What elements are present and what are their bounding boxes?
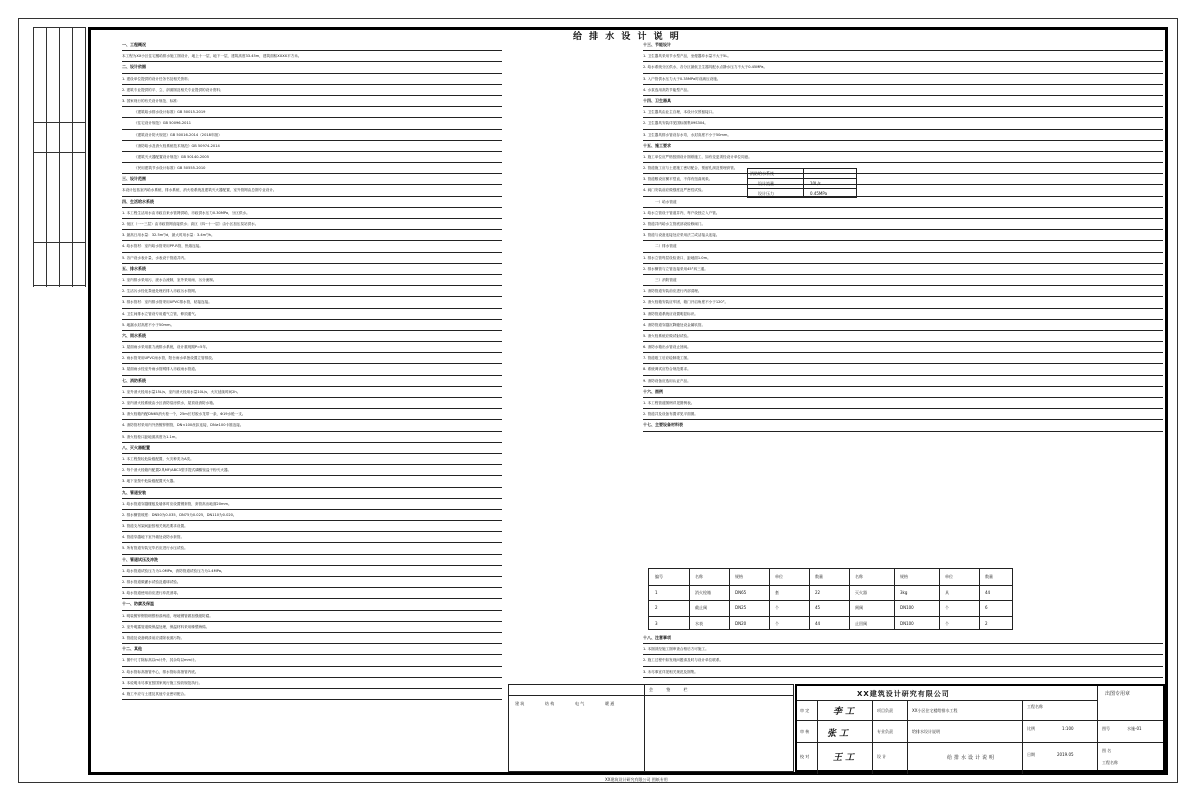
note-line: 《消防给水及消火栓系统技术规范》GB 50974-2014 <box>122 141 502 152</box>
grid-line <box>748 188 856 189</box>
table-cell: 设计压力 <box>758 191 774 196</box>
grid-line <box>817 700 818 774</box>
note-line: 4. 给水管材：室内给水管采用PP-R管，热熔连接。 <box>122 241 502 252</box>
table-cell: 2 <box>655 605 658 610</box>
note-line: 十三、节能设计 <box>643 40 1163 51</box>
note-line: 2. 给水管标高指管中心，排水管标高指管内底。 <box>122 667 502 678</box>
grid-line <box>729 569 730 629</box>
company-name: XX建筑设计研究有限公司 <box>857 690 950 698</box>
note-line: 2. 生活污水经化粪池处理后排入市政污水管网。 <box>122 286 502 297</box>
note-line: 5. 地漏水封高度不小于50mm。 <box>122 320 502 331</box>
note-line: 2. 排水横管与立管连接采用45°斜三通。 <box>643 264 1163 275</box>
project-name: XX小区住宅楼给排水工程 <box>912 708 958 713</box>
role-label: 设 计 <box>877 754 887 759</box>
table-cell: DN100 <box>900 620 914 626</box>
note-line: 《建筑灭火器配置设计规范》GB 50140-2005 <box>122 152 502 163</box>
page-title: 给 排 水 设 计 说 明 <box>573 32 681 42</box>
strip-line <box>59 27 60 287</box>
note-line: 七、消防系统 <box>122 376 502 387</box>
note-line: 《建筑设计防火规范》GB 50016-2014（2018年版） <box>122 130 502 141</box>
right-notes-column <box>643 40 1163 432</box>
note-line: 5. 消火栓栓口距地面高度为1.1m。 <box>122 432 502 443</box>
project-label: 工程名称 <box>1027 704 1043 709</box>
note-line: 2. 排水管道做灌水试验及通球试验。 <box>122 577 502 588</box>
role-label: 审 核 <box>800 729 810 734</box>
note-line: 4. 阀门安装前应做强度及严密性试验。 <box>643 185 1163 196</box>
grid-line <box>769 569 770 629</box>
table-cell: 闸阀 <box>855 605 863 610</box>
role-label: 校 对 <box>800 754 810 759</box>
strip-line <box>33 285 85 286</box>
note-line: 4. 施工中应与土建及其他专业密切配合。 <box>122 689 502 700</box>
note-line: 1. 本图须经施工图审查合格后方可施工。 <box>643 644 1163 655</box>
note-line: 3. 本说明未尽事宜按国家现行施工验收规范执行。 <box>122 678 502 689</box>
countersign-box <box>508 684 794 772</box>
table-cell: 具 <box>945 589 949 595</box>
table-cell: 3 <box>655 620 658 626</box>
note-line: 2. 消火栓箱安装应牢固，箱门开启角度不小于120°。 <box>643 297 1163 308</box>
strip-line <box>33 27 34 287</box>
note-line: 十六、图例 <box>643 387 1163 398</box>
note-line: 1. 本工程生活用水由市政自来水管网供给，市政供水压力0.30MPa，分区供水。 <box>122 208 502 219</box>
strip-line <box>33 242 85 243</box>
note-line: 3. 给水管道使用前应进行冲洗消毒。 <box>122 588 502 599</box>
table-cell: 止回阀 <box>855 620 867 626</box>
note-line: 2. 管道施工应与土建施工密切配合，预留孔洞及预埋套管。 <box>643 163 1163 174</box>
drawing-name-large: 给排水设计说明 <box>947 755 997 761</box>
note-line: 8. 系统调试应符合规范要求。 <box>643 364 1163 375</box>
note-line: 1. 室内排水采用污、废水合流制，室外采用雨、污分流制。 <box>122 275 502 286</box>
note-line: 2. 建筑专业提供的平、立、剖面图及相关专业提供的设计资料； <box>122 85 502 96</box>
grid-line <box>649 616 1012 617</box>
drawing-number: 水施-01 <box>1127 726 1142 731</box>
note-line: 十七、主要设备材料表 <box>643 420 1163 431</box>
note-line: 3. 地下室按中危险级配置灭火器。 <box>122 476 502 487</box>
footer-note: XX建筑设计研究有限公司 图纸专用 <box>605 777 668 782</box>
grid-line <box>1022 700 1023 774</box>
scale-value: 1:100 <box>1062 726 1074 731</box>
grid-line <box>689 569 690 629</box>
table-cell: 水表 <box>695 620 703 626</box>
strip-line <box>72 27 73 287</box>
note-line: 《建筑给水排水设计标准》GB 50015-2019 <box>122 107 502 118</box>
note-line: 4. 管道穿越地下室外墙处设防水套管。 <box>122 532 502 543</box>
countersign-label: 建 筑 <box>515 701 525 706</box>
table-cell: 消火栓箱 <box>695 589 711 595</box>
table-header-cell: 规格 <box>735 574 743 579</box>
grid-line <box>644 685 645 771</box>
table-header-cell: 数量 <box>815 574 823 579</box>
grid-line <box>809 569 810 629</box>
note-line: 3. 入户管供水压力大于0.35MPa时设减压设施。 <box>643 74 1163 85</box>
table-cell: 消防给水系统 <box>750 171 774 176</box>
note-line: 7. 管道竣工后应绘制竣工图。 <box>643 353 1163 364</box>
note-line: 本工程为XX小区住宅楼给排水施工图设计，地上十一层，地下一层，建筑高度33.45m，建筑面积XXXX平方米。 <box>122 51 502 62</box>
table-cell: 个 <box>775 620 779 626</box>
cert-label: 出图专用章 <box>1105 691 1131 697</box>
note-line: 3. 管道及设备刷漆前应清除表面污物。 <box>122 633 502 644</box>
table-header-cell: 名称 <box>695 574 703 579</box>
table-cell: 0.45MPa <box>810 191 828 196</box>
grid-line <box>979 569 980 629</box>
note-line: 二）排水管道 <box>643 241 1163 252</box>
note-line: 十、管道试压及冲洗 <box>122 555 502 566</box>
note-line: 1. 消防管道安装前应进行内部清理。 <box>643 286 1163 297</box>
role-label: 审 定 <box>800 708 810 713</box>
note-line: 十四、卫生器具 <box>643 96 1163 107</box>
note-line: 一）给水管道 <box>643 197 1163 208</box>
note-line: 3. 卫生器具排水管设存水弯，水封高度不小于50mm。 <box>643 130 1163 141</box>
note-line: 九、管道安装 <box>122 488 502 499</box>
grid-line <box>649 585 1012 586</box>
note-line: 2. 低区（一~三层）由市政管网直接供水；高区（四~十一层）由小区加压泵站供水。 <box>122 219 502 230</box>
table-header-cell: 规格 <box>900 574 908 579</box>
table-cell: 45 <box>815 605 821 610</box>
note-line: 1. 排水立管每层设检查口，距地面1.0m。 <box>643 253 1163 264</box>
note-line: 9. 消防设备应选用认证产品。 <box>643 376 1163 387</box>
note-line: 1. 建设单位提供的设计任务书及相关资料； <box>122 74 502 85</box>
left-notes-column <box>122 40 502 700</box>
note-line: 3. 管道与设备连接处应采用法兰或活接头连接。 <box>643 230 1163 241</box>
note-line: 1. 卫生器具由业主自理，本设计仅预留接口。 <box>643 107 1163 118</box>
strip-line <box>33 152 85 153</box>
note-line: 2. 管道井内给水立管底部设检修阀门。 <box>643 219 1163 230</box>
note-line: 3. 管道支吊架间距按相关规范要求设置。 <box>122 521 502 532</box>
table-cell: DN65 <box>735 589 747 595</box>
grid-line <box>797 742 1163 743</box>
table-cell: 10L/s <box>810 181 821 186</box>
note-line: 3. 屋面雨水经室外雨水管网排入市政雨水管道。 <box>122 364 502 375</box>
strip-line <box>46 27 47 287</box>
grid-line <box>803 169 804 197</box>
note-line: 3. 排水管材：室内排水管采用UPVC排水管，粘接连接。 <box>122 297 502 308</box>
note-line: 5. 消火栓系统应做试射试验。 <box>643 331 1163 342</box>
grid-line <box>1097 686 1098 770</box>
grid-line <box>509 695 793 696</box>
table-cell: 截止阀 <box>695 605 707 610</box>
note-line: 《民用建筑节水设计标准》GB 50555-2010 <box>122 163 502 174</box>
note-line: 3. 消防管道系统应设置明显标识。 <box>643 309 1163 320</box>
table-cell: DN100 <box>900 605 914 610</box>
note-line: 五、排水系统 <box>122 264 502 275</box>
table-cell: 灭火器 <box>855 589 867 595</box>
table-cell: 个 <box>775 605 779 610</box>
note-line: 2. 室外明露管道做保温处理，保温材料采用橡塑海绵。 <box>122 622 502 633</box>
note-line: 六、雨水系统 <box>122 331 502 342</box>
small-parameter-table <box>747 168 857 198</box>
grid-line <box>894 569 895 629</box>
note-line: 2. 雨水管采用UPVC雨水管，阳台雨水单独设置立管排放。 <box>122 353 502 364</box>
table-cell: 44 <box>985 589 991 595</box>
table-header-cell: 单位 <box>775 574 783 579</box>
note-line: 1. 本工程管道图例详见图例表。 <box>643 398 1163 409</box>
note-line: 2. 排水横管坡度：DN50为0.035，DN75为0.025，DN110为0.020。 <box>122 510 502 521</box>
grid-line <box>797 700 1097 701</box>
note-line: 4. 消防管道穿越沉降缝处设金属软管。 <box>643 320 1163 331</box>
note-line: 1. 给水管道穿越楼板及墙体时应设置钢套管，套管高出地面20mm。 <box>122 499 502 510</box>
number-label: 图号 <box>1102 726 1110 731</box>
note-line: 3. 消火栓箱内配DN65消火栓一个，25m长衬胶水龙带一条，Φ19水枪一支。 <box>122 409 502 420</box>
note-line: 三、设计范围 <box>122 174 502 185</box>
table-header-cell: 数量 <box>985 574 993 579</box>
strip-line <box>33 27 85 28</box>
note-line: 1. 卫生器具采用节水型产品，坐便器冲水量不大于5L。 <box>643 51 1163 62</box>
signature: 张 工 <box>827 729 849 739</box>
note-line: 3. 最高日用水量：32.5m³/d，最大时用水量：3.4m³/h。 <box>122 230 502 241</box>
countersign-label: 暖 通 <box>605 701 615 706</box>
material-table <box>648 568 1013 630</box>
scale-label: 比例 <box>1027 726 1035 731</box>
note-line: 一、工程概况 <box>122 40 502 51</box>
countersign-label: 电 气 <box>575 701 585 706</box>
table-cell: DN25 <box>735 605 747 610</box>
note-line: 2. 卫生器具安装详见国标图集09S304。 <box>643 118 1163 129</box>
table-cell: 44 <box>815 620 821 626</box>
note-line: 四、生活给水系统 <box>122 197 502 208</box>
note-line: 4. 卫生间排水立管设专用通气立管，伸顶通气。 <box>122 309 502 320</box>
note-line: 3. 未尽事宜详见相关规范及图集。 <box>643 667 1163 678</box>
drawing-name: 给排水设计说明 <box>912 729 940 734</box>
strip-line <box>85 27 86 287</box>
countersign-header: 会 签 栏 <box>649 687 694 692</box>
note-line: 1. 图中尺寸除标高以m计外，其余均以mm计。 <box>122 655 502 666</box>
drawing-label: 图 名 <box>1102 748 1112 753</box>
note-line: 1. 给水立管设于管道井内，每户设独立入户管。 <box>643 208 1163 219</box>
table-cell: 6 <box>985 605 988 610</box>
table-header-cell: 编号 <box>655 574 663 579</box>
note-line: 二、设计依据 <box>122 62 502 73</box>
note-line: 2. 室内消火栓系统由小区消防泵房供水，屋顶设消防水箱。 <box>122 398 502 409</box>
grid-line <box>797 720 1163 721</box>
table-cell: 个 <box>945 605 949 610</box>
note-line: 2. 给水系统分区供水，各分区最低卫生器具配水点静水压力不大于0.45MPa。 <box>643 62 1163 73</box>
grid-line <box>872 700 873 774</box>
note-line: 十五、施工要求 <box>643 141 1163 152</box>
table-cell: 套 <box>775 589 779 595</box>
table-cell: 设计流量 <box>758 181 774 186</box>
note-line: 1. 屋面雨水采用重力流排水系统，设计重现期P=5年。 <box>122 342 502 353</box>
closing-notes <box>643 633 1163 678</box>
note-line: 2. 管道井及设备布置详见平面图。 <box>643 409 1163 420</box>
table-cell: 22 <box>815 589 821 595</box>
note-line: 5. 各户设水表计量，水表设于管道井内。 <box>122 253 502 264</box>
note-line: 3. 国家现行的有关设计规范、标准： <box>122 96 502 107</box>
strip-line <box>33 122 85 123</box>
note-line: 十一、防腐及保温 <box>122 599 502 610</box>
table-cell: 2 <box>985 620 988 626</box>
table-header-cell: 单位 <box>945 574 953 579</box>
note-line: 1. 本工程按轻危险级配置，火灾种类为A类。 <box>122 454 502 465</box>
note-line: 1. 施工单位应严格按照设计图纸施工，如有变更须经设计单位同意。 <box>643 152 1163 163</box>
table-cell: DN20 <box>735 620 747 626</box>
grid-line <box>849 569 850 629</box>
signature: 王 工 <box>833 753 855 763</box>
role-label: 项目负责 <box>877 708 893 713</box>
countersign-label: 结 构 <box>545 701 555 706</box>
note-line: 1. 明装镀锌钢管刷银粉漆两道，埋地钢管做加强级防腐。 <box>122 611 502 622</box>
note-line: 4. 消防管材采用内外热镀锌钢管，DN<100丝扣连接，DN≥100卡箍连接。 <box>122 420 502 431</box>
left-binding-strip <box>33 27 85 287</box>
date-value: 2019.05 <box>1057 752 1074 757</box>
table-cell: 1 <box>655 589 658 595</box>
note-line: 三）消防管道 <box>643 275 1163 286</box>
grid-line <box>649 600 1012 601</box>
grid-line <box>748 178 856 179</box>
table-cell: 个 <box>945 620 949 626</box>
note-line: 十八、注意事项 <box>643 633 1163 644</box>
note-line: 1. 室外消火栓用水量15L/s，室内消火栓用水量10L/s，火灾延续时间2h。 <box>122 387 502 398</box>
note-line: 2. 每个消火栓箱内配置2具MF/ABC3型手提式磷酸铵盐干粉灭火器。 <box>122 465 502 476</box>
note-line: 八、灭火器配置 <box>122 443 502 454</box>
grid-line <box>907 700 908 774</box>
note-line: 6. 消防水箱出水管设止回阀。 <box>643 342 1163 353</box>
note-line: 2. 施工过程中如发现问题请及时与设计单位联系。 <box>643 655 1163 666</box>
note-line: 《住宅设计规范》GB 50096-2011 <box>122 118 502 129</box>
table-cell: 3kg <box>900 589 908 595</box>
note-line: 本设计包括室内给水系统、排水系统、消火栓系统及建筑灭火器配置，室外管网由总图专业设计。 <box>122 185 502 196</box>
table-header-cell: 名称 <box>855 574 863 579</box>
date-label: 日期 <box>1027 752 1035 757</box>
grid-line <box>939 569 940 629</box>
signature: 李 工 <box>833 707 855 717</box>
title-block <box>795 684 1165 772</box>
role-label: 专业负责 <box>877 729 893 734</box>
note-line: 1. 给水管道试验压力为1.0MPa，消防管道试验压力为1.4MPa。 <box>122 566 502 577</box>
note-line: 5. 所有管道安装完毕后应进行水压试验。 <box>122 543 502 554</box>
note-line: 3. 管道敷设应横平竖直，不得有扭曲现象。 <box>643 174 1163 185</box>
note-line: 十二、其他 <box>122 644 502 655</box>
note-line: 4. 水泵选用高效节能型产品。 <box>643 85 1163 96</box>
project-label-2: 工程名称 <box>1102 760 1118 765</box>
